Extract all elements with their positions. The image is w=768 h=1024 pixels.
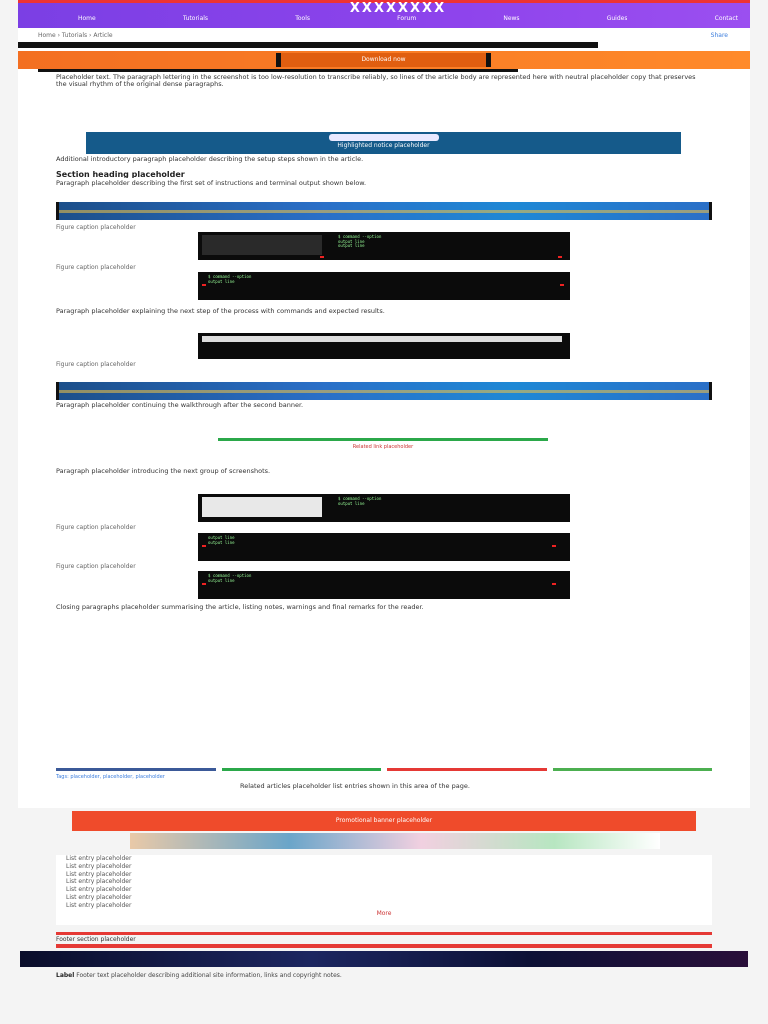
footer-label: Label (56, 972, 75, 979)
nav-item[interactable]: Tools (295, 15, 310, 22)
figure-caption: Figure caption placeholder (56, 361, 136, 368)
terminal-line: output line (338, 238, 365, 244)
terminal-screenshot (198, 333, 570, 359)
list-item[interactable]: List entry placeholder (66, 893, 132, 901)
nav-item[interactable]: Guides (606, 15, 628, 22)
section-paragraph-2: Paragraph placeholder explaining the next step of the process with commands and expected results. (56, 308, 385, 315)
divider (38, 69, 518, 72)
terminal-line: output line (208, 278, 235, 284)
terminal-line: output line (208, 535, 235, 540)
breadcrumb-row (38, 32, 728, 42)
terminal-line: output line (338, 500, 365, 506)
list-item[interactable]: List entry placeholder (66, 878, 132, 886)
promo-banner[interactable]: Promotional banner placeholder (72, 811, 696, 831)
closing-paragraphs: Closing paragraphs placeholder summarising the article, listing notes, warnings and final remarks for the reader. (56, 604, 424, 611)
figure-caption: Figure caption placeholder (56, 224, 136, 231)
terminal-line: $ command --option (208, 274, 252, 279)
site-header (18, 0, 750, 28)
nav-item[interactable]: Contact (714, 15, 738, 22)
section-heading: Section heading placeholder (56, 170, 185, 178)
site-logo[interactable]: XXXXXXXX (349, 1, 447, 16)
intro-paragraph: Placeholder text. The paragraph lettering in the screenshot is too low-resolution to transcribe reliably, so lines of the article body are represented here with neutral placeholder copy that preserves the visual rhythm of the original dense paragraphs. (56, 74, 696, 89)
promo-image-strip[interactable] (130, 833, 660, 849)
figure-caption: Figure caption placeholder (56, 563, 136, 570)
divider (56, 944, 712, 948)
image-banner-1 (56, 202, 712, 220)
footer-text-block (56, 972, 712, 980)
footer-title: Footer section placeholder (56, 936, 136, 943)
list-item[interactable]: List entry placeholder (66, 870, 132, 878)
share-email-button[interactable] (387, 768, 547, 771)
section-paragraph-4: Paragraph placeholder introducing the next group of screenshots. (56, 468, 271, 475)
related-link[interactable]: Related link placeholder (352, 444, 414, 450)
terminal-screenshot (198, 571, 570, 599)
download-banner[interactable] (18, 51, 750, 69)
related-articles[interactable]: Related articles placeholder list entries shown in this area of the page. (240, 782, 470, 790)
more-link[interactable]: More (376, 909, 392, 917)
terminal-screenshot (198, 494, 570, 522)
list-item[interactable]: List entry placeholder (66, 901, 132, 909)
terminal-line: output line (338, 243, 365, 248)
divider (218, 438, 548, 441)
terminal-line: $ command --option (338, 496, 382, 501)
footer-text: Footer text placeholder describing additional site information, links and copyright notes. (76, 972, 342, 979)
share-facebook-button[interactable] (56, 768, 216, 771)
link-list (56, 855, 712, 925)
divider (56, 932, 712, 935)
download-button[interactable]: Download now (276, 53, 491, 67)
list-item[interactable]: List entry placeholder (66, 862, 132, 870)
share-whatsapp-button[interactable] (222, 768, 382, 771)
article-title-bar (18, 42, 598, 48)
nav-item[interactable]: News (503, 15, 520, 22)
terminal-line: $ command --option (338, 234, 382, 239)
notice-box (86, 132, 681, 154)
nav-item[interactable]: Home (78, 15, 96, 22)
terminal-line: output line (208, 577, 235, 583)
terminal-screenshot (198, 272, 570, 300)
article-card (18, 28, 750, 808)
list-item[interactable]: List entry placeholder (66, 886, 132, 894)
breadcrumb[interactable]: Home › Tutorials › Article (38, 32, 113, 39)
terminal-line: $ command --option (208, 573, 252, 578)
section-paragraph-3: Paragraph placeholder continuing the walkthrough after the second banner. (56, 402, 304, 409)
tags[interactable]: Tags: placeholder, placeholder, placeholder (56, 774, 165, 780)
video-banner[interactable] (20, 951, 748, 967)
nav-item[interactable]: Tutorials (182, 15, 209, 22)
figure-caption: Figure caption placeholder (56, 264, 136, 271)
notice-text: Highlighted notice placeholder (337, 142, 430, 149)
terminal-line: output line (208, 539, 235, 545)
terminal-screenshot (198, 533, 570, 561)
share-link[interactable]: Share (710, 32, 728, 39)
top-nav (78, 15, 738, 25)
notice-pill[interactable] (329, 134, 439, 141)
figure-caption: Figure caption placeholder (56, 524, 136, 531)
nav-item[interactable]: Forum (397, 15, 417, 22)
intro-paragraph-2: Additional introductory paragraph placeholder describing the setup steps shown in the article. (56, 156, 364, 163)
terminal-screenshot (198, 232, 570, 260)
share-other-button[interactable] (553, 768, 713, 771)
section-paragraph-1: Paragraph placeholder describing the first set of instructions and terminal output shown below. (56, 180, 367, 187)
list-item[interactable]: List entry placeholder (66, 855, 132, 862)
image-banner-2 (56, 382, 712, 400)
share-bar (56, 768, 712, 772)
